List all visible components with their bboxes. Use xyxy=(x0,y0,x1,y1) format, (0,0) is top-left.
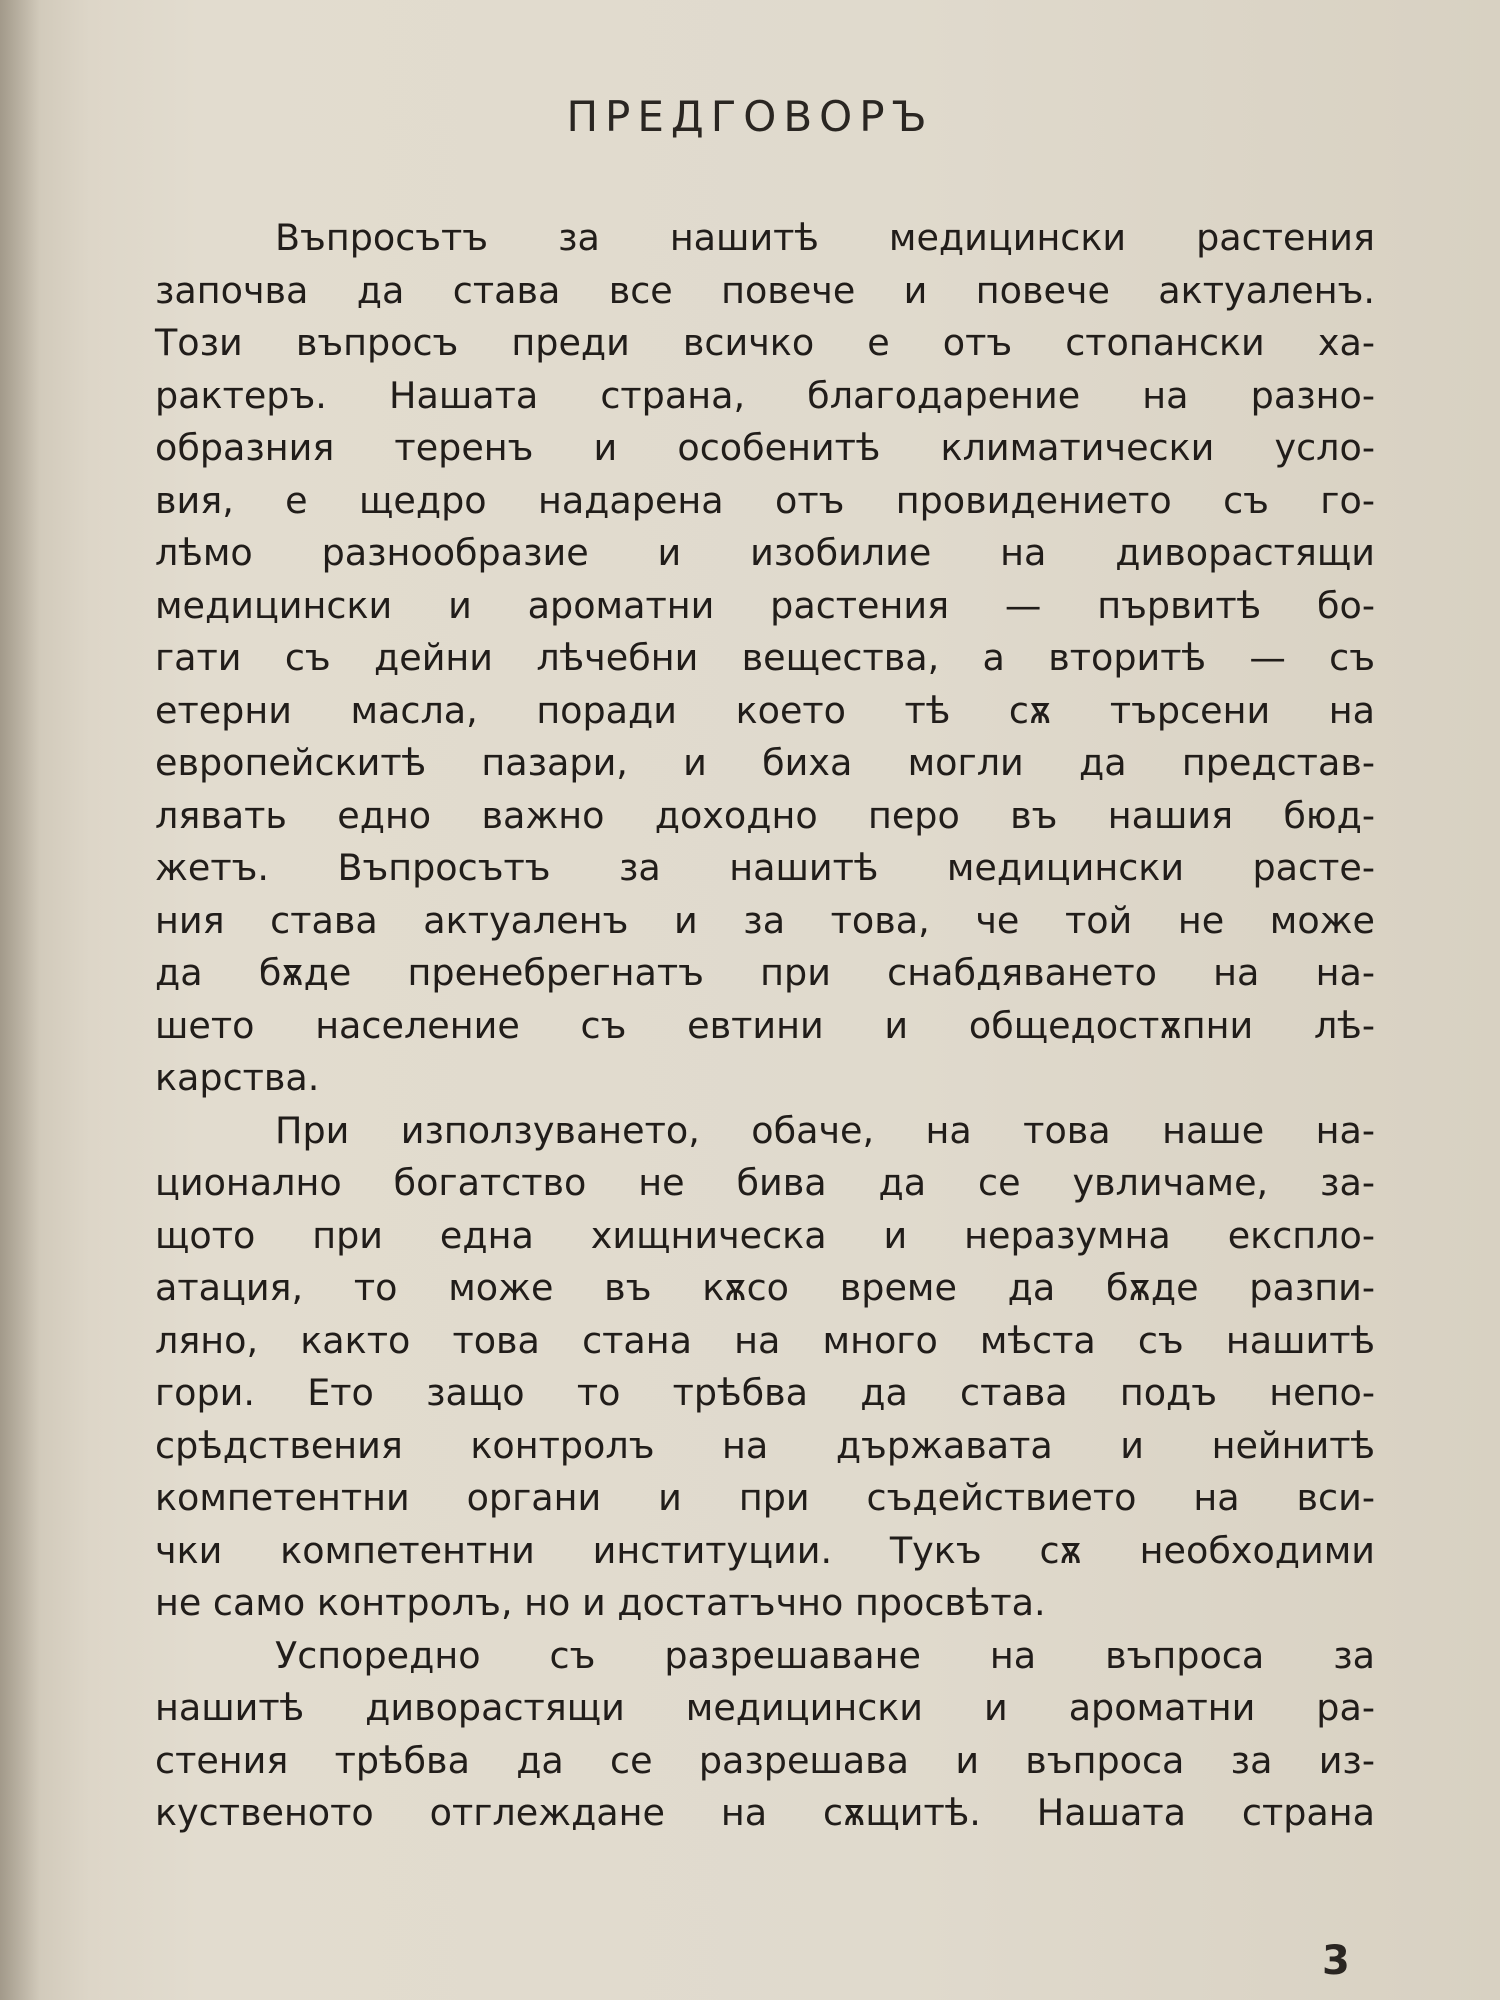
text-line: гати съ дейни лѣчебни вещества, а вторитѣ — съ xyxy=(155,636,1375,679)
text-line: Този въпросъ преди всичко е отъ стопански ха- xyxy=(155,321,1375,364)
text-line: атация, то може въ кѫсо време да бѫде разпи- xyxy=(155,1266,1375,1309)
paragraph-3 xyxy=(155,1630,1375,1840)
page-number: 3 xyxy=(1322,1938,1350,1984)
paragraph-1 xyxy=(155,212,1375,1105)
text-line: жетъ. Въпросътъ за нашитѣ медицински расте- xyxy=(155,846,1375,889)
text-line: ционално богатство не бива да се увличаме, за- xyxy=(155,1161,1375,1204)
text-line: компетентни органи и при съдействието на вси- xyxy=(155,1476,1375,1519)
text-line: Успоредно съ разрешаване на въпроса за xyxy=(275,1633,1375,1677)
text-line: европейскитѣ пазари, и биха могли да представ- xyxy=(155,741,1375,784)
text-line: куственото отглеждане на сѫщитѣ. Нашата страна xyxy=(155,1791,1375,1834)
text-line: ния става актуаленъ и за това, че той не може xyxy=(155,898,1375,942)
text-line: образния теренъ и особенитѣ климатически усло- xyxy=(155,426,1375,469)
text-line: не само контролъ, но и достатъчно просвѣта. xyxy=(155,1581,1046,1624)
text-line: нашитѣ диворастящи медицински и ароматни ра- xyxy=(155,1686,1375,1729)
text-line: щото при една хищническа и неразумна експло- xyxy=(155,1213,1375,1257)
text-line: медицински и ароматни растения — първитѣ бо- xyxy=(155,583,1375,627)
text-line: вия, е щедро надарена отъ провидението съ го- xyxy=(155,478,1375,522)
page-title: ПРЕДГОВОРЪ xyxy=(566,92,934,141)
text-line: рактеръ. Нашата страна, благодарение на разно- xyxy=(155,373,1375,417)
text-line: ляно, както това стана на много мѣста съ нашитѣ xyxy=(155,1318,1375,1362)
text-line: срѣдствения контролъ на държавата и нейнитѣ xyxy=(155,1423,1375,1467)
text-line: гори. Ето защо то трѣбва да става подъ непо- xyxy=(155,1371,1375,1414)
text-line: етерни масла, поради което тѣ сѫ търсени на xyxy=(155,688,1375,732)
text-line: лявать едно важно доходно перо въ нашия бюд- xyxy=(155,793,1375,837)
paragraph-2 xyxy=(155,1105,1375,1630)
text-line: При използуването, обаче, на това наше на- xyxy=(275,1108,1375,1152)
text-line: започва да става все повече и повече актуаленъ. xyxy=(155,268,1375,312)
text-line: чки компетентни институции. Тукъ сѫ необходими xyxy=(155,1528,1375,1572)
text-line: карства. xyxy=(155,1056,320,1099)
text-line: лѣмо разнообразие и изобилие на диворастящи xyxy=(155,531,1375,574)
body-text xyxy=(155,212,1375,1840)
text-line: да бѫде пренебрегнатъ при снабдяването на на- xyxy=(155,951,1375,994)
text-line: Въпросътъ за нашитѣ медицински растения xyxy=(275,216,1375,259)
text-line: стения трѣбва да се разрешава и въпроса за из- xyxy=(155,1738,1375,1782)
text-line: шето население съ евтини и общедостѫпни лѣ- xyxy=(155,1003,1375,1047)
binding-shadow xyxy=(0,0,40,2000)
